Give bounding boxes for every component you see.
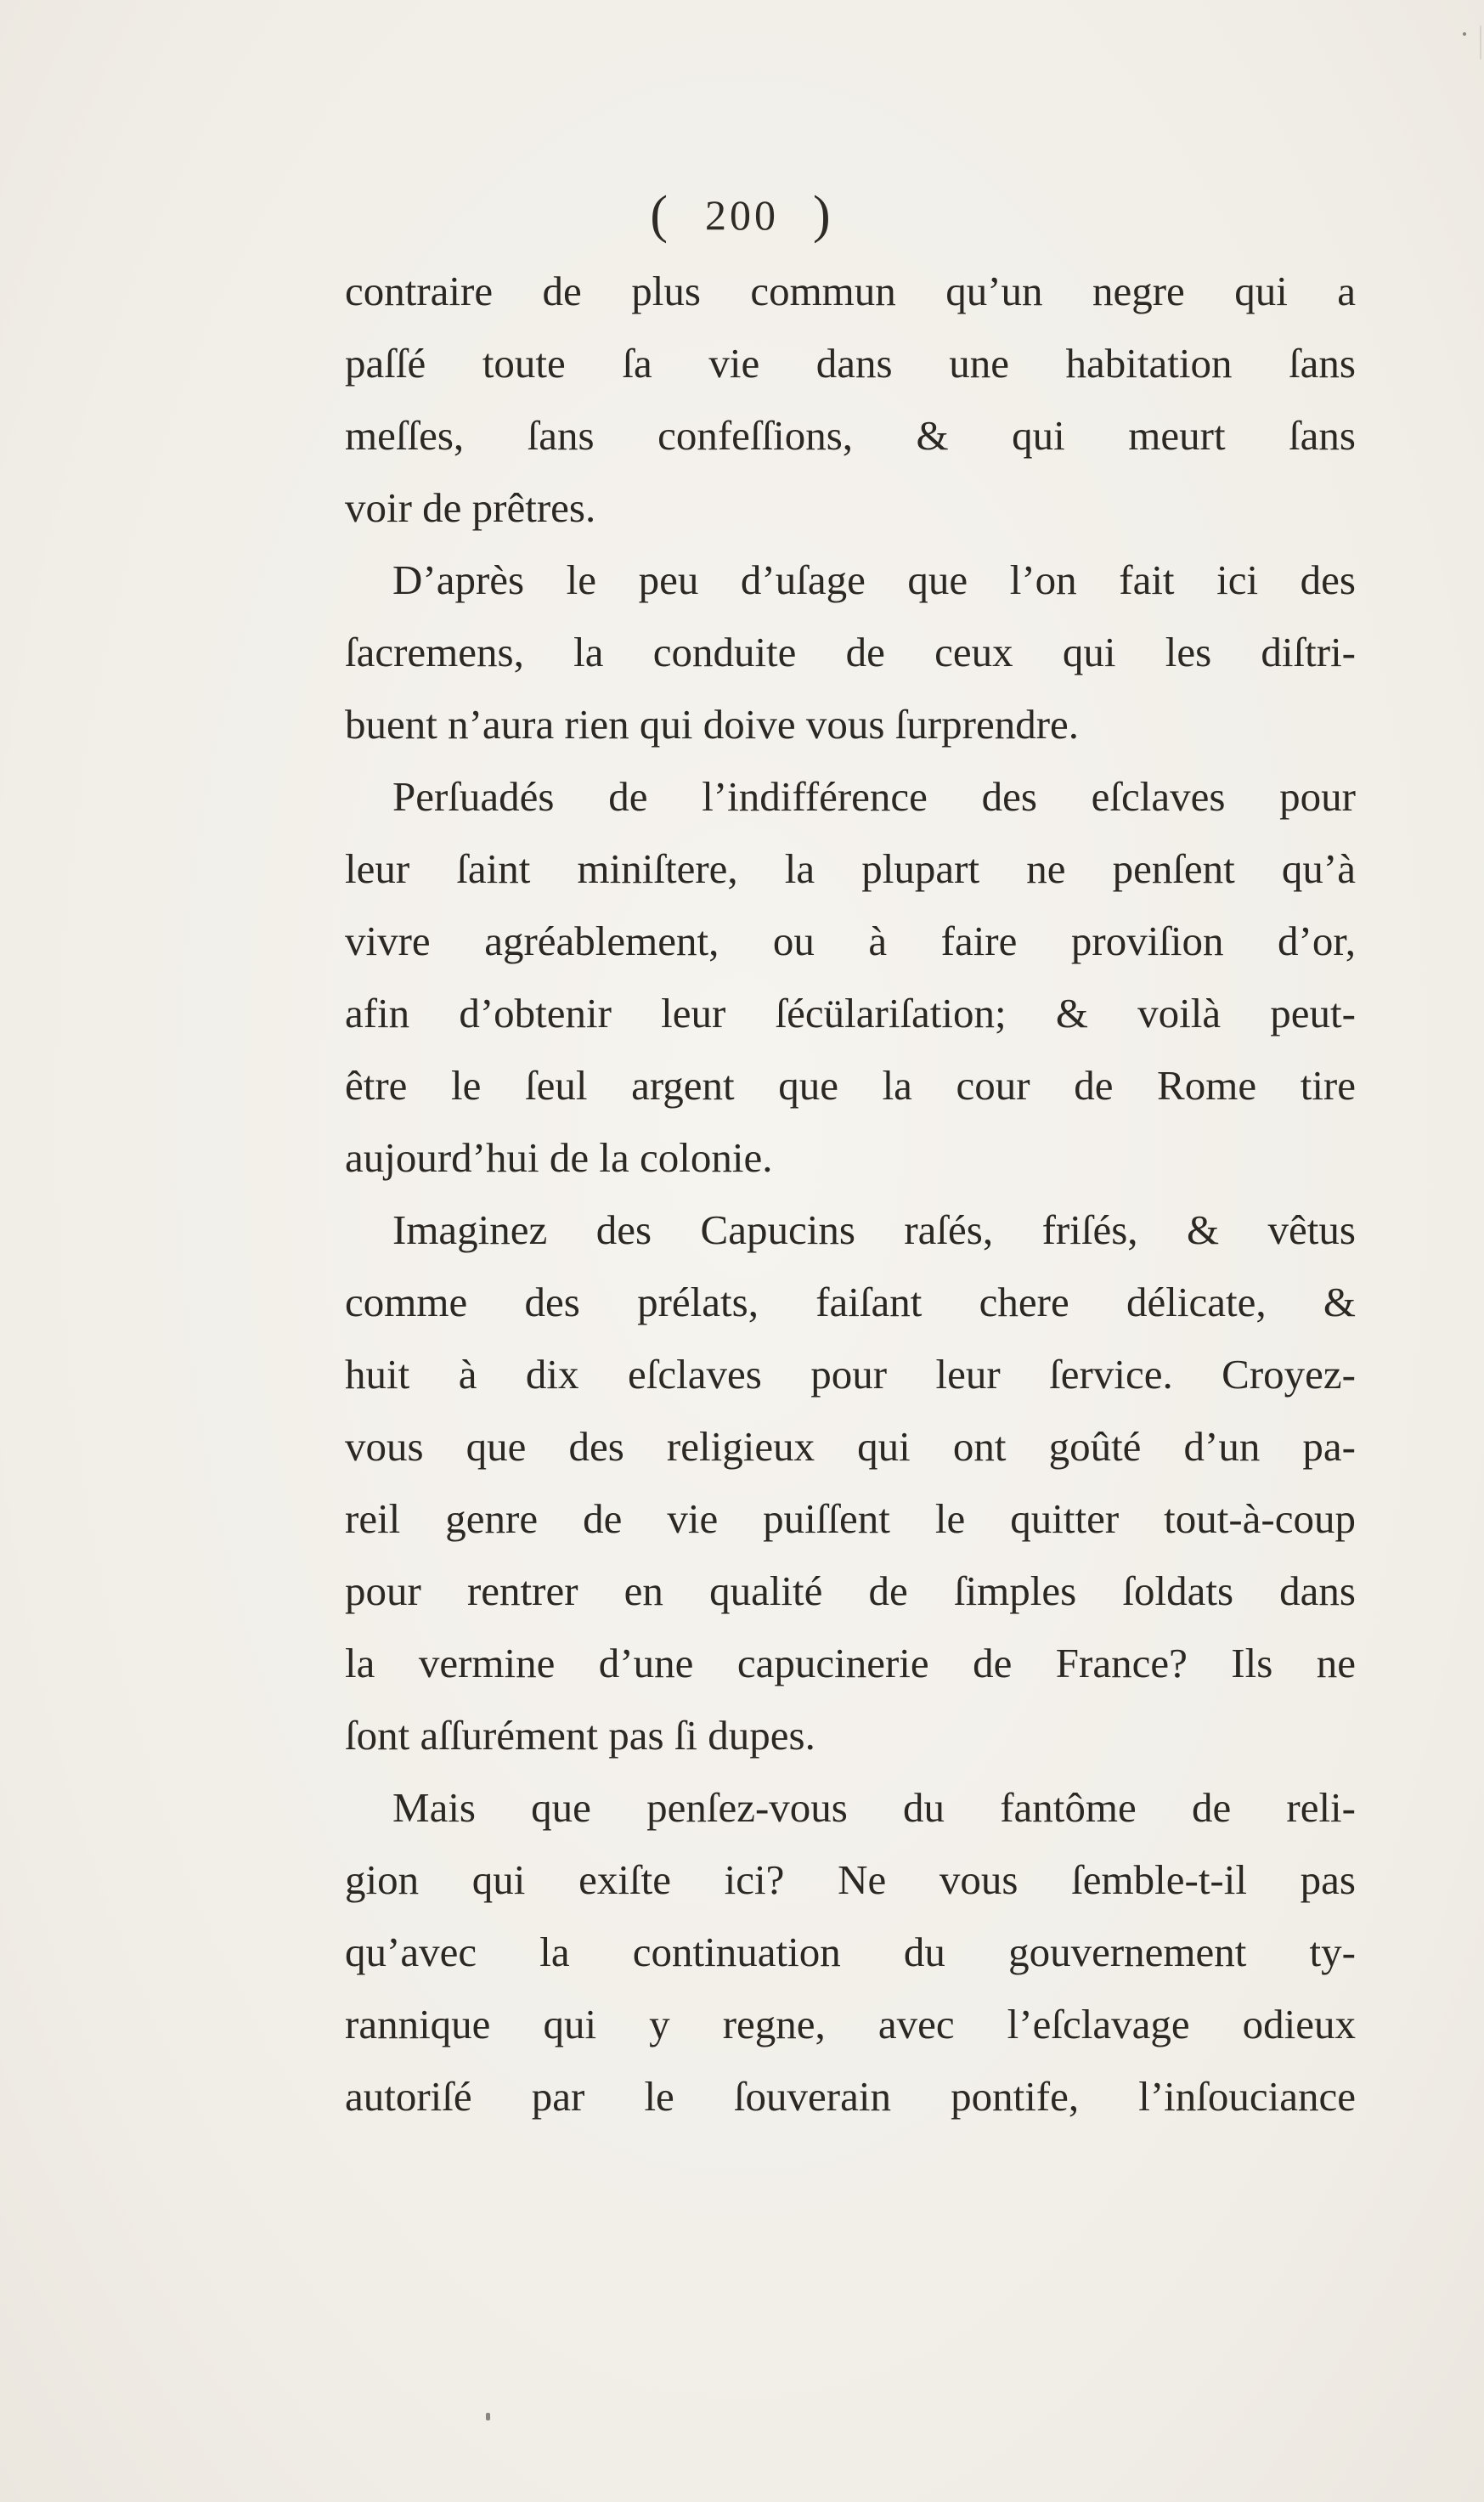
text-line: vous que des religieux qui ont goûté d’un pa-: [345, 1423, 1356, 1470]
text-line: vivre agréablement, ou à faire proviſion d’or,: [345, 918, 1356, 964]
text-line: leur ſaint miniſtere, la plupart ne penſent qu’à: [345, 845, 1356, 892]
text-line: Perſuadés de l’indifférence des eſclaves pour: [392, 773, 1356, 820]
text-line: afin d’obtenir leur ſécülariſation; & voilà peut-: [345, 990, 1356, 1036]
paper-edge-mark: [1480, 25, 1481, 59]
text-line: huit à dix eſclaves pour leur ſervice. Croyez-: [345, 1351, 1356, 1398]
text-line: meſſes, ſans confeſſions, & qui meurt ſans: [345, 412, 1356, 459]
paper-speck: [1463, 32, 1466, 36]
text-line: pour rentrer en qualité de ſimples ſoldats dans: [345, 1567, 1356, 1614]
page-header: [0, 185, 1484, 246]
text-line: la vermine d’une capucinerie de France? Ils ne: [345, 1640, 1356, 1686]
text-line: Imaginez des Capucins raſés, friſés, & vêtus: [392, 1206, 1356, 1253]
text-line: gion qui exiſte ici? Ne vous ſemble-t-il pas: [345, 1856, 1356, 1903]
header-open-paren: (: [650, 186, 671, 244]
text-line: ſont aſſurément pas ſi dupes.: [345, 1712, 815, 1759]
text-body: [345, 255, 1356, 2132]
text-line: autoriſé par le ſouverain pontife, l’inſouciance: [345, 2073, 1356, 2120]
page-number: 200: [705, 191, 779, 239]
header-close-paren: ): [813, 186, 834, 244]
text-line: reil genre de vie puiſſent le quitter tout-à-coup: [345, 1495, 1356, 1542]
text-line: comme des prélats, faiſant chere délicate, &: [345, 1279, 1356, 1325]
paper-speck: [486, 2413, 490, 2420]
text-line: ſacremens, la conduite de ceux qui les diſtri-: [345, 629, 1356, 675]
text-line: aujourd’hui de la colonie.: [345, 1134, 773, 1181]
text-line: voir de prêtres.: [345, 484, 596, 531]
text-line: être le ſeul argent que la cour de Rome tire: [345, 1062, 1356, 1109]
text-line: contraire de plus commun qu’un negre qui a: [345, 268, 1356, 314]
text-line: rannique qui y regne, avec l’eſclavage odieux: [345, 2001, 1356, 2047]
text-line: qu’avec la continuation du gouvernement ty-: [345, 1929, 1356, 1975]
text-line: Mais que penſez-vous du fantôme de reli-: [392, 1784, 1356, 1831]
text-line: buent n’aura rien qui doive vous ſurprendre.: [345, 701, 1080, 748]
text-line: paſſé toute ſa vie dans une habitation ſans: [345, 340, 1356, 387]
text-line: D’après le peu d’uſage que l’on fait ici des: [392, 556, 1356, 603]
